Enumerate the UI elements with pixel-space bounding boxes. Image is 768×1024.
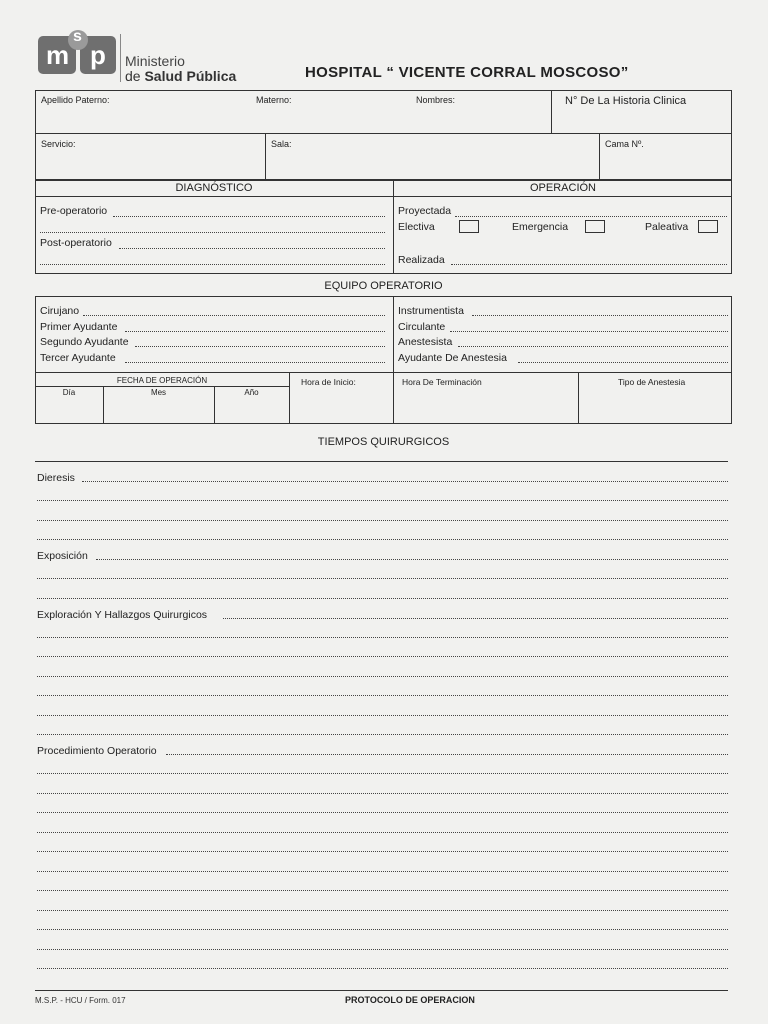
- exploracion-line[interactable]: [223, 618, 728, 619]
- exploracion-line-4[interactable]: [37, 676, 728, 677]
- msp-logo: [38, 28, 238, 86]
- procedimiento-line-12[interactable]: [37, 968, 728, 969]
- diag-op-box: [35, 180, 732, 274]
- ministry-prefix: de: [125, 68, 145, 84]
- procedimiento-line-2[interactable]: [37, 773, 728, 774]
- diagnostico-title: DIAGNÓSTICO: [175, 182, 253, 194]
- cirujano-line[interactable]: [83, 315, 385, 316]
- procedimiento-line-3[interactable]: [37, 793, 728, 794]
- circulante-label: Circulante: [398, 321, 446, 333]
- hora-inicio-label: Hora de Inicio:: [301, 377, 356, 387]
- servicio-label: Servicio:: [41, 139, 76, 149]
- sala-divider: [265, 133, 266, 180]
- exposicion-line[interactable]: [96, 559, 728, 560]
- electiva-label: Electiva: [398, 221, 435, 233]
- tipo-anestesia-label: Tipo de Anestesia: [618, 377, 686, 387]
- patient-divider: [35, 133, 732, 134]
- footer-line: [35, 990, 728, 991]
- exploracion-line-3[interactable]: [37, 656, 728, 657]
- logo-letter-s: s: [73, 28, 82, 45]
- sala-label: Sala:: [271, 139, 292, 149]
- diag-op-divider: [393, 180, 394, 274]
- realizada-line[interactable]: [451, 264, 727, 265]
- form-footer-title: PROTOCOLO DE OPERACION: [345, 995, 475, 1005]
- dieresis-line-2[interactable]: [37, 500, 728, 501]
- form-code: M.S.P. - HCU / Form. 017: [35, 996, 126, 1005]
- paleativa-label: Paleativa: [645, 221, 689, 233]
- cama-label: Cama Nº.: [605, 139, 644, 149]
- procedimiento-label: Procedimiento Operatorio: [37, 745, 157, 757]
- ayudante-anestesia-label: Ayudante De Anestesia: [398, 352, 507, 364]
- materno-label: Materno:: [256, 95, 292, 105]
- historia-divider: [551, 90, 552, 134]
- operacion-title: OPERACIÓN: [529, 182, 596, 194]
- dia-label: Día: [62, 388, 76, 397]
- logo-letter-p: p: [90, 40, 106, 70]
- procedimiento-line-7[interactable]: [37, 871, 728, 872]
- procedimiento-line-4[interactable]: [37, 812, 728, 813]
- mes-label: Mes: [150, 388, 167, 397]
- ministry-bold: Salud Pública: [144, 68, 237, 84]
- proyectada-label: Proyectada: [398, 205, 452, 217]
- exposicion-line-3[interactable]: [37, 598, 728, 599]
- pre-operatorio-label: Pre-operatorio: [40, 205, 108, 217]
- procedimiento-line-6[interactable]: [37, 851, 728, 852]
- primer-ayudante-line[interactable]: [125, 331, 385, 332]
- equipo-fecha-line: [35, 372, 732, 373]
- pre-operatorio-line-2[interactable]: [40, 232, 385, 233]
- anestesista-label: Anestesista: [398, 336, 453, 348]
- procedimiento-line-9[interactable]: [37, 910, 728, 911]
- procedimiento-line-11[interactable]: [37, 949, 728, 950]
- exploracion-label: Exploración Y Hallazgos Quirurgicos: [37, 609, 208, 621]
- tiempos-top-line: [35, 461, 728, 462]
- primer-ayudante-label: Primer Ayudante: [40, 321, 118, 333]
- procedimiento-line-5[interactable]: [37, 832, 728, 833]
- equipo-divider: [393, 296, 394, 424]
- instrumentista-label: Instrumentista: [398, 305, 464, 317]
- ministry-line2: [125, 69, 236, 83]
- instrumentista-line[interactable]: [472, 315, 728, 316]
- paleativa-checkbox[interactable]: [698, 220, 718, 233]
- ministry-line1: Ministerio: [125, 53, 185, 69]
- anestesista-line[interactable]: [458, 346, 728, 347]
- dieresis-line[interactable]: [82, 481, 728, 482]
- historia-clinica-label: N° De La Historia Clinica: [565, 95, 687, 107]
- electiva-checkbox[interactable]: [459, 220, 479, 233]
- hora-terminacion-label: Hora De Terminación: [402, 377, 482, 387]
- fecha-subheader-line: [35, 386, 289, 387]
- logo-separator: [120, 34, 121, 82]
- dieresis-line-3[interactable]: [37, 520, 728, 521]
- procedimiento-line-10[interactable]: [37, 929, 728, 930]
- diag-op-header-line: [35, 196, 732, 197]
- fecha-operacion-label: FECHA DE OPERACIÓN: [116, 376, 208, 385]
- pre-operatorio-line[interactable]: [113, 216, 385, 217]
- circulante-line[interactable]: [450, 331, 728, 332]
- exploracion-line-5[interactable]: [37, 695, 728, 696]
- realizada-label: Realizada: [398, 254, 445, 266]
- tercer-ayudante-line[interactable]: [125, 362, 385, 363]
- ayudante-anestesia-line[interactable]: [518, 362, 728, 363]
- post-operatorio-line[interactable]: [119, 248, 385, 249]
- tercer-ayudante-label: Tercer Ayudante: [40, 352, 116, 364]
- dieresis-label: Dieresis: [37, 472, 75, 484]
- exploracion-line-6[interactable]: [37, 715, 728, 716]
- cirujano-label: Cirujano: [40, 305, 80, 317]
- post-operatorio-label: Post-operatorio: [40, 237, 112, 249]
- cama-divider: [599, 133, 600, 180]
- exploracion-line-2[interactable]: [37, 637, 728, 638]
- hospital-title: HOSPITAL “ VICENTE CORRAL MOSCOSO”: [305, 64, 629, 81]
- exposicion-line-2[interactable]: [37, 578, 728, 579]
- hora-inicio-divider: [289, 372, 290, 424]
- procedimiento-line[interactable]: [166, 754, 728, 755]
- post-operatorio-line-2[interactable]: [40, 264, 385, 265]
- dieresis-line-4[interactable]: [37, 539, 728, 540]
- proyectada-line[interactable]: [455, 216, 727, 217]
- emergencia-checkbox[interactable]: [585, 220, 605, 233]
- procedimiento-line-8[interactable]: [37, 890, 728, 891]
- segundo-ayudante-line[interactable]: [135, 346, 385, 347]
- exposicion-label: Exposición: [37, 550, 88, 562]
- tiempos-title: TIEMPOS QUIRURGICOS: [317, 436, 450, 448]
- emergencia-label: Emergencia: [512, 221, 569, 233]
- nombres-label: Nombres:: [416, 95, 456, 105]
- segundo-ayudante-label: Segundo Ayudante: [40, 336, 129, 348]
- equipo-title: EQUIPO OPERATORIO: [324, 280, 443, 292]
- apellido-paterno-label: Apellido Paterno:: [41, 95, 110, 105]
- logo-letter-m: m: [46, 40, 70, 70]
- exploracion-line-7[interactable]: [37, 734, 728, 735]
- anio-label: Año: [244, 388, 259, 397]
- tipo-anestesia-divider: [578, 372, 579, 424]
